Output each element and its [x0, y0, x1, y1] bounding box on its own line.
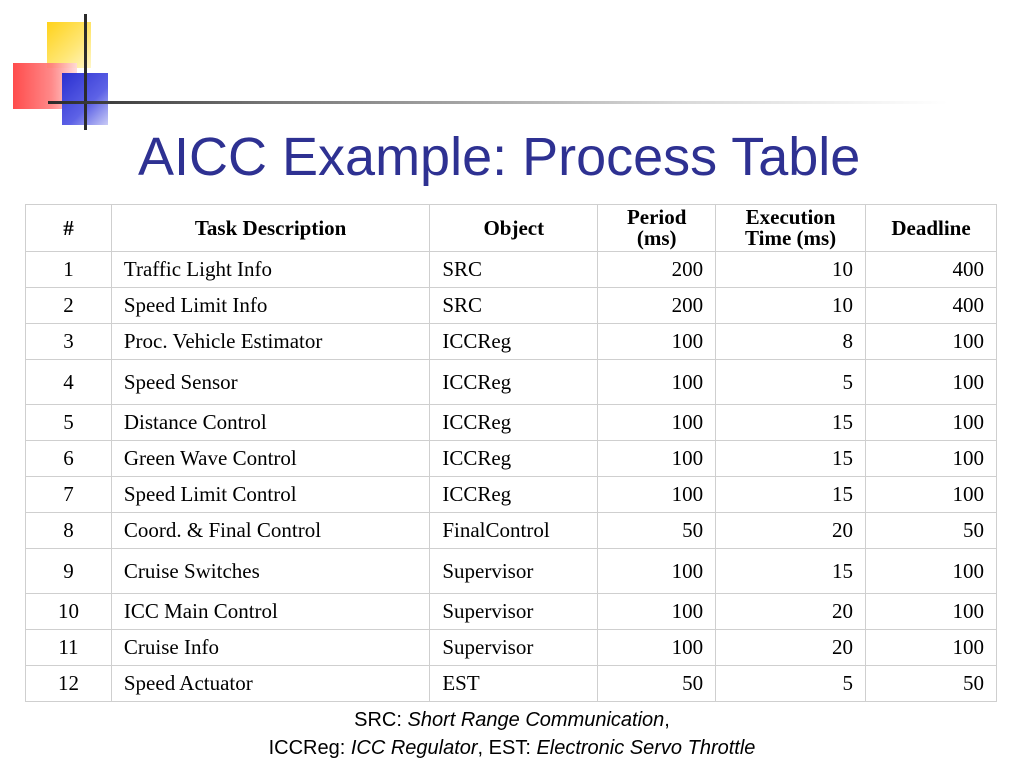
slide-logo [0, 0, 160, 140]
header-exec-line2: Time (ms) [744, 226, 837, 250]
cell-deadline: 100 [866, 549, 997, 594]
cell-deadline: 100 [866, 405, 997, 441]
cell-num: 4 [26, 360, 112, 405]
footnote-comma: , [664, 709, 670, 731]
cell-period: 100 [598, 630, 716, 666]
header-deadline: Deadline [866, 205, 997, 252]
footnote-est-label: , EST: [477, 737, 537, 759]
cell-execution-time: 8 [716, 324, 866, 360]
cell-task-description: Coord. & Final Control [111, 513, 429, 549]
cell-task-description: Speed Limit Info [111, 288, 429, 324]
cell-task-description: Green Wave Control [111, 441, 429, 477]
table-row [26, 477, 997, 513]
cell-object: Supervisor [430, 549, 598, 594]
cell-period: 50 [598, 513, 716, 549]
cell-execution-time: 15 [716, 405, 866, 441]
footnote-line-2 [0, 737, 1024, 760]
cell-object: ICCReg [430, 477, 598, 513]
cell-execution-time: 20 [716, 630, 866, 666]
cell-deadline: 100 [866, 594, 997, 630]
cell-period: 100 [598, 360, 716, 405]
cell-deadline: 50 [866, 666, 997, 702]
cell-num: 8 [26, 513, 112, 549]
cell-execution-time: 20 [716, 594, 866, 630]
cell-execution-time: 5 [716, 666, 866, 702]
cell-deadline: 100 [866, 324, 997, 360]
cell-object: SRC [430, 252, 598, 288]
table-row [26, 666, 997, 702]
header-task-description: Task Description [111, 205, 429, 252]
cell-task-description: Speed Limit Control [111, 477, 429, 513]
table-header-row [26, 205, 997, 252]
table-row [26, 405, 997, 441]
cell-task-description: Cruise Switches [111, 549, 429, 594]
table-row [26, 441, 997, 477]
footnote-src-text: Short Range Communication [407, 709, 665, 731]
cell-period: 50 [598, 666, 716, 702]
cell-period: 100 [598, 405, 716, 441]
cell-deadline: 100 [866, 360, 997, 405]
cell-object: SRC [430, 288, 598, 324]
title-divider [48, 101, 948, 104]
cell-object: EST [430, 666, 598, 702]
cell-num: 7 [26, 477, 112, 513]
cell-deadline: 400 [866, 252, 997, 288]
cell-execution-time: 15 [716, 549, 866, 594]
footnote-src-label: SRC: [354, 709, 408, 731]
table-row [26, 549, 997, 594]
header-object: Object [430, 205, 598, 252]
cell-execution-time: 10 [716, 252, 866, 288]
header-period-line2: (ms) [636, 226, 677, 250]
cell-object: ICCReg [430, 360, 598, 405]
table-row [26, 288, 997, 324]
footnote-iccreg-text: ICC Regulator [350, 737, 478, 759]
cell-period: 100 [598, 324, 716, 360]
table-row [26, 513, 997, 549]
cell-execution-time: 15 [716, 477, 866, 513]
table-row [26, 360, 997, 405]
cell-deadline: 100 [866, 630, 997, 666]
cell-object: Supervisor [430, 594, 598, 630]
cell-task-description: Speed Actuator [111, 666, 429, 702]
cell-num: 3 [26, 324, 112, 360]
process-table [25, 204, 997, 702]
cell-object: Supervisor [430, 630, 598, 666]
table-row [26, 324, 997, 360]
cell-execution-time: 5 [716, 360, 866, 405]
cell-period: 100 [598, 477, 716, 513]
header-execution-time [716, 205, 866, 252]
cell-deadline: 400 [866, 288, 997, 324]
cell-task-description: Speed Sensor [111, 360, 429, 405]
cell-object: FinalControl [430, 513, 598, 549]
cell-num: 6 [26, 441, 112, 477]
header-exec-line1: Execution [745, 205, 836, 229]
cell-execution-time: 15 [716, 441, 866, 477]
cell-deadline: 100 [866, 477, 997, 513]
cell-task-description: Distance Control [111, 405, 429, 441]
cell-object: ICCReg [430, 324, 598, 360]
cell-num: 10 [26, 594, 112, 630]
cell-execution-time: 20 [716, 513, 866, 549]
cell-object: ICCReg [430, 441, 598, 477]
table-row [26, 252, 997, 288]
cell-period: 100 [598, 441, 716, 477]
footnote-est-text: Electronic Servo Throttle [536, 737, 756, 759]
cell-period: 200 [598, 288, 716, 324]
footnote-line-1 [0, 709, 1024, 732]
logo-vertical-line [84, 14, 87, 130]
header-period [598, 205, 716, 252]
header-num: # [26, 205, 112, 252]
cell-object: ICCReg [430, 405, 598, 441]
cell-task-description: Traffic Light Info [111, 252, 429, 288]
cell-deadline: 100 [866, 441, 997, 477]
cell-num: 9 [26, 549, 112, 594]
cell-execution-time: 10 [716, 288, 866, 324]
cell-period: 200 [598, 252, 716, 288]
cell-task-description: Cruise Info [111, 630, 429, 666]
cell-period: 100 [598, 549, 716, 594]
footnote-iccreg-label: ICCReg: [268, 737, 351, 759]
cell-num: 5 [26, 405, 112, 441]
cell-num: 11 [26, 630, 112, 666]
slide-title: AICC Example: Process Table [138, 127, 861, 187]
table-row [26, 630, 997, 666]
cell-task-description: ICC Main Control [111, 594, 429, 630]
cell-num: 2 [26, 288, 112, 324]
cell-period: 100 [598, 594, 716, 630]
cell-deadline: 50 [866, 513, 997, 549]
header-period-line1: Period [626, 205, 687, 229]
cell-num: 12 [26, 666, 112, 702]
table-row [26, 594, 997, 630]
cell-num: 1 [26, 252, 112, 288]
cell-task-description: Proc. Vehicle Estimator [111, 324, 429, 360]
